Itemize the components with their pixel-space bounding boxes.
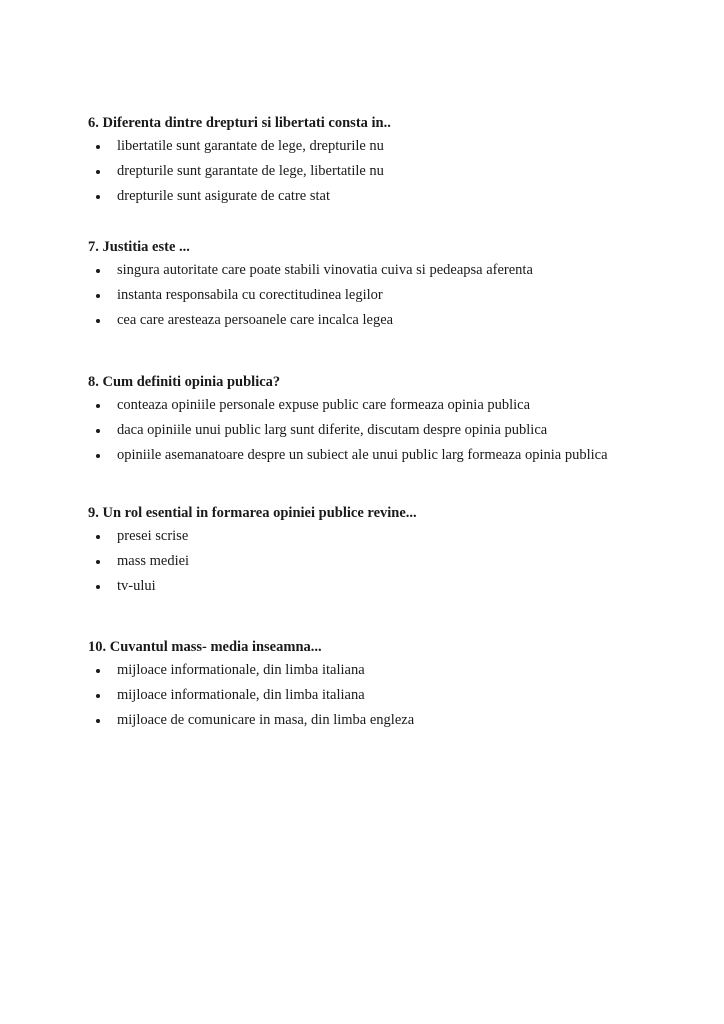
option-item	[88, 393, 708, 418]
option-item	[88, 549, 708, 574]
question-8	[88, 373, 708, 468]
question-6	[88, 114, 708, 209]
question-title: 7. Justitia este ...	[88, 239, 190, 255]
bullet-icon	[96, 454, 100, 458]
option-list	[88, 258, 708, 333]
option-item	[88, 283, 708, 308]
option-list	[88, 393, 708, 468]
option-text: tv-ului	[117, 578, 156, 594]
bullet-icon	[96, 404, 100, 408]
question-7	[88, 238, 708, 333]
option-item	[88, 658, 708, 683]
question-9	[88, 504, 708, 599]
option-text: daca opiniile unui public larg sunt diferite, discutam despre opinia publica	[117, 422, 548, 438]
option-item	[88, 524, 708, 549]
option-item	[88, 159, 708, 184]
question-title: 6. Diferenta dintre drepturi si libertati consta in..	[88, 115, 391, 131]
bullet-icon	[96, 429, 100, 433]
option-text: mijloace informationale, din limba italiana	[117, 662, 365, 678]
option-text: instanta responsabila cu corectitudinea legilor	[117, 287, 383, 303]
option-item	[88, 708, 708, 733]
option-item	[88, 418, 708, 443]
bullet-icon	[96, 719, 100, 723]
option-item	[88, 574, 708, 599]
option-text: singura autoritate care poate stabili vinovatia cuiva si pedeapsa aferenta	[117, 262, 533, 278]
option-item	[88, 308, 708, 333]
option-text: libertatile sunt garantate de lege, drepturile nu	[117, 138, 384, 154]
bullet-icon	[96, 195, 100, 199]
option-item	[88, 134, 708, 159]
question-title: 8. Cum definiti opinia publica?	[88, 374, 281, 390]
question-title: 9. Un rol esential in formarea opiniei publice revine...	[88, 505, 417, 521]
option-text: conteaza opiniile personale expuse public care formeaza opinia publica	[117, 397, 531, 413]
option-list	[88, 524, 708, 599]
option-list	[88, 658, 708, 733]
bullet-icon	[96, 294, 100, 298]
question-10	[88, 638, 708, 733]
option-text: opiniile asemanatoare despre un subiect ale unui public larg formeaza opinia publica	[117, 447, 608, 463]
bullet-icon	[96, 669, 100, 673]
bullet-icon	[96, 269, 100, 273]
bullet-icon	[96, 585, 100, 589]
option-item	[88, 443, 708, 468]
option-text: presei scrise	[117, 528, 189, 544]
option-text: mass mediei	[117, 553, 190, 569]
bullet-icon	[96, 319, 100, 323]
option-item	[88, 258, 708, 283]
option-item	[88, 683, 708, 708]
bullet-icon	[96, 535, 100, 539]
option-text: drepturile sunt asigurate de catre stat	[117, 188, 330, 204]
bullet-icon	[96, 694, 100, 698]
option-text: mijloace informationale, din limba italiana	[117, 687, 365, 703]
bullet-icon	[96, 560, 100, 564]
option-text: cea care aresteaza persoanele care incalca legea	[117, 312, 394, 328]
option-list	[88, 134, 708, 209]
question-title: 10. Cuvantul mass- media inseamna...	[88, 639, 322, 655]
bullet-icon	[96, 170, 100, 174]
option-text: drepturile sunt garantate de lege, libertatile nu	[117, 163, 384, 179]
option-item	[88, 184, 708, 209]
bullet-icon	[96, 145, 100, 149]
option-text: mijloace de comunicare in masa, din limba engleza	[117, 712, 415, 728]
